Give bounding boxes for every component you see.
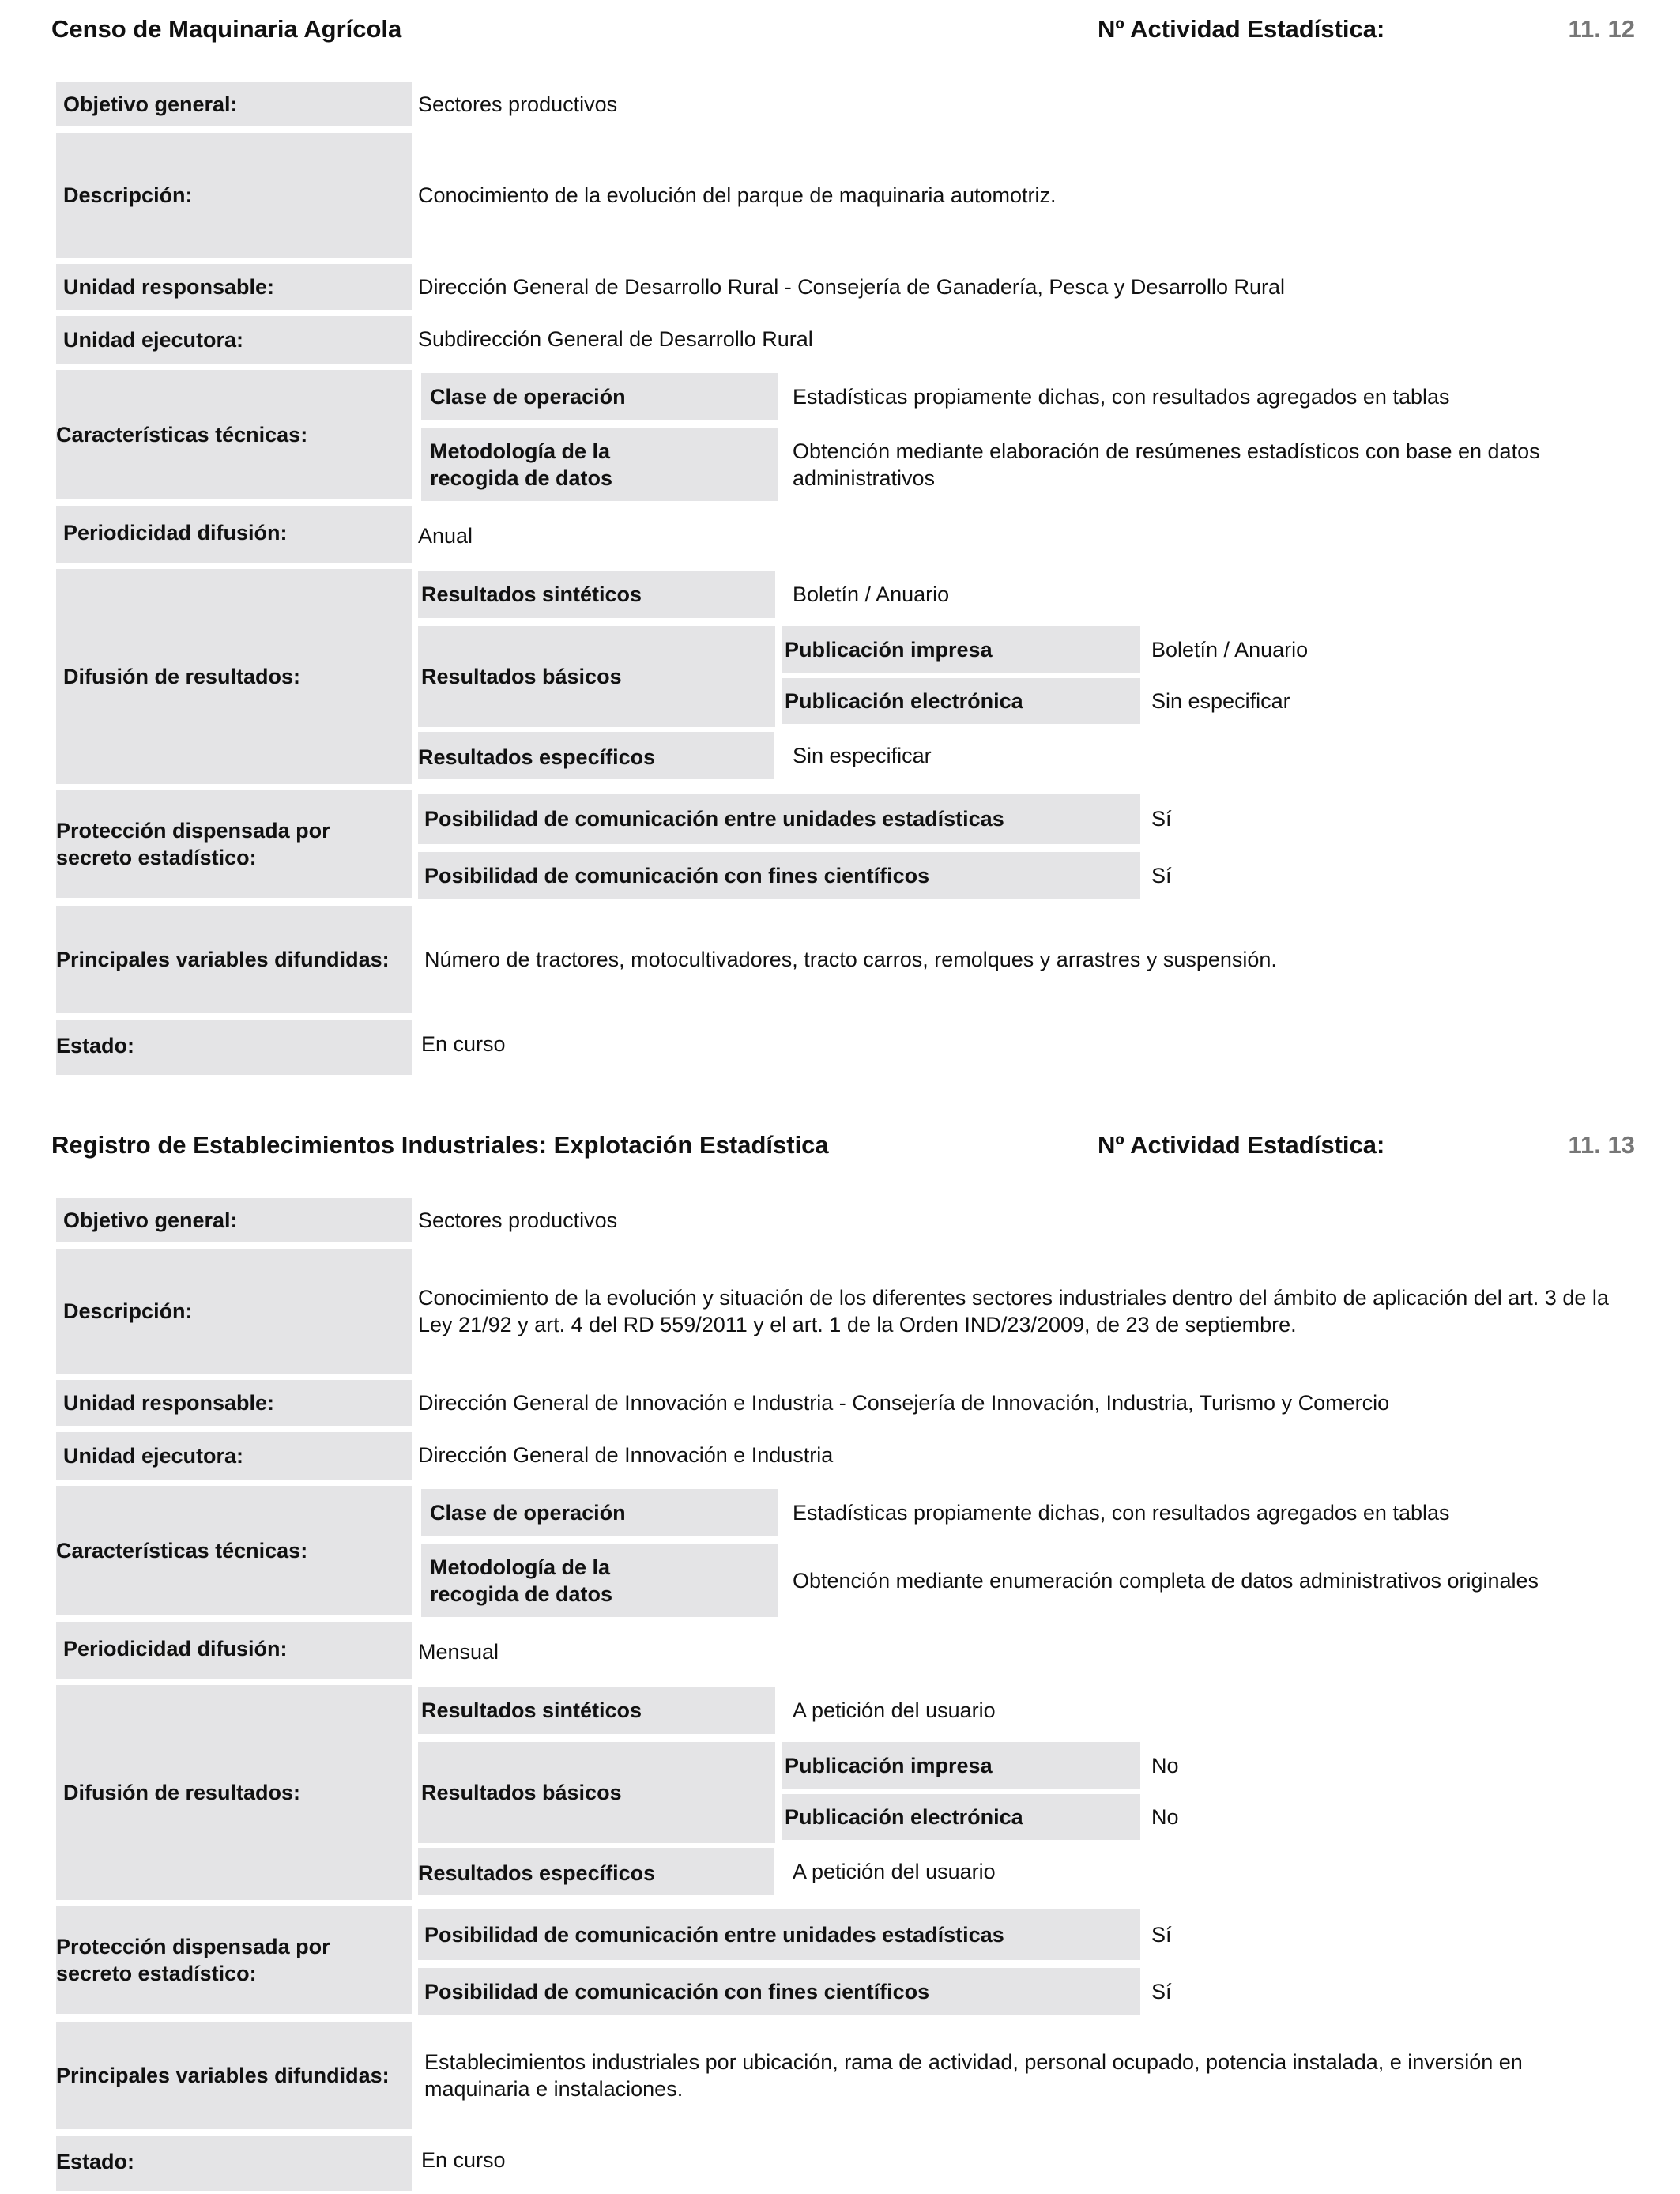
publicacion-impresa-value: Boletín / Anuario (1151, 638, 1309, 662)
objetivo-value: Sectores productivos (418, 1208, 618, 1232)
resultados-sinteticos-value: Boletín / Anuario (793, 582, 950, 606)
periodicidad-value: Anual (418, 524, 473, 548)
metodologia-label: Metodología de la recogida de datos (430, 439, 613, 490)
publicacion-electronica-label: Publicación electrónica (785, 1805, 1023, 1829)
estado-label: Estado: (56, 1034, 135, 1057)
objetivo-value: Sectores productivos (418, 92, 618, 116)
descripcion-label: Descripción: (63, 183, 193, 207)
activity-number: 11. 12 (1568, 15, 1635, 43)
unidad-ejecutora-value: Dirección General de Innovación e Industria (418, 1443, 834, 1467)
periodicidad-value: Mensual (418, 1640, 499, 1664)
publicacion-impresa-label: Publicación impresa (785, 638, 993, 662)
comunicacion-cientificos-value: Sí (1151, 864, 1172, 888)
clase-operacion-value: Estadísticas propiamente dichas, con resultados agregados en tablas (793, 385, 1450, 409)
resultados-especificos-value: Sin especificar (793, 744, 932, 767)
comunicacion-unidades-label: Posibilidad de comunicación entre unidades estadísticas (424, 1923, 1004, 1947)
unidad-responsable-label: Unidad responsable: (63, 1391, 275, 1415)
estado-label: Estado: (56, 2150, 135, 2173)
resultados-sinteticos-label: Resultados sintéticos (421, 1698, 642, 1722)
resultados-sinteticos-value: A petición del usuario (793, 1698, 996, 1722)
comunicacion-cientificos-value: Sí (1151, 1980, 1172, 2004)
clase-operacion-value: Estadísticas propiamente dichas, con resultados agregados en tablas (793, 1501, 1450, 1525)
descripcion-label: Descripción: (63, 1299, 193, 1323)
activity-number: 11. 13 (1568, 1131, 1635, 1159)
variables-value: Establecimientos industriales por ubicación, rama de actividad, personal ocupado, potencia instalada, e inversión en maquinaria e instalaciones. (424, 2050, 1523, 2101)
objetivo-label: Objetivo general: (63, 1208, 238, 1232)
resultados-basicos-label: Resultados básicos (421, 665, 622, 688)
periodicidad-label: Periodicidad difusión: (63, 521, 288, 545)
estado-value: En curso (421, 1032, 506, 1056)
resultados-especificos-value: A petición del usuario (793, 1860, 996, 1883)
difusion-label: Difusión de resultados: (63, 665, 301, 688)
resultados-especificos-label: Resultados específicos (418, 745, 656, 769)
record-title: Registro de Establecimientos Industriales: Explotación Estadística (51, 1131, 829, 1159)
proteccion-label: Protección dispensada por secreto estadístico: (56, 819, 330, 869)
objetivo-label: Objetivo general: (63, 92, 238, 116)
metodologia-label: Metodología de la recogida de datos (430, 1555, 613, 1606)
clase-operacion-label: Clase de operación (430, 1501, 626, 1525)
publicacion-electronica-value: Sin especificar (1151, 689, 1290, 713)
publicacion-impresa-value: No (1151, 1754, 1179, 1777)
comunicacion-unidades-label: Posibilidad de comunicación entre unidades estadísticas (424, 807, 1004, 831)
unidad-ejecutora-label: Unidad ejecutora: (63, 328, 244, 352)
resultados-especificos-label: Resultados específicos (418, 1861, 656, 1885)
difusion-label: Difusión de resultados: (63, 1781, 301, 1804)
comunicacion-cientificos-label: Posibilidad de comunicación con fines científicos (424, 864, 930, 888)
variables-label: Principales variables difundidas: (56, 948, 390, 971)
record-card (0, 0, 1680, 1091)
descripcion-value: Conocimiento de la evolución y situación de los diferentes sectores industriales dentro del ámbito de aplicación del art. 3 de la Ley 21/92 y art. 4 del RD 559/2011 y el art. 1 de la Orden IND/23/2009, de 23 de septiembre. (418, 1286, 1609, 1336)
metodologia-value: Obtención mediante elaboración de resúmenes estadísticos con base en datos administrativos (793, 439, 1540, 490)
unidad-responsable-value: Dirección General de Innovación e Industria - Consejería de Innovación, Industria, Turismo y Comercio (418, 1391, 1390, 1415)
caracteristicas-label: Características técnicas: (56, 1539, 308, 1563)
metodologia-value: Obtención mediante enumeración completa de datos administrativos originales (793, 1569, 1539, 1593)
estado-value: En curso (421, 2148, 506, 2172)
unidad-ejecutora-value: Subdirección General de Desarrollo Rural (418, 327, 813, 351)
proteccion-label: Protección dispensada por secreto estadístico: (56, 1935, 330, 1985)
publicacion-electronica-label: Publicación electrónica (785, 689, 1023, 713)
comunicacion-unidades-value: Sí (1151, 1923, 1172, 1947)
activity-number-label: Nº Actividad Estadística: (1098, 1131, 1385, 1159)
unidad-responsable-label: Unidad responsable: (63, 275, 275, 299)
resultados-sinteticos-label: Resultados sintéticos (421, 582, 642, 606)
publicacion-impresa-label: Publicación impresa (785, 1754, 993, 1777)
record-header (0, 1116, 1680, 1163)
record-header (0, 0, 1680, 47)
unidad-ejecutora-label: Unidad ejecutora: (63, 1444, 244, 1468)
clase-operacion-label: Clase de operación (430, 385, 626, 409)
caracteristicas-label: Características técnicas: (56, 423, 308, 447)
unidad-responsable-value: Dirección General de Desarrollo Rural - Consejería de Ganadería, Pesca y Desarrollo Rural (418, 275, 1285, 299)
comunicacion-cientificos-label: Posibilidad de comunicación con fines científicos (424, 1980, 930, 2004)
activity-number-label: Nº Actividad Estadística: (1098, 15, 1385, 43)
resultados-basicos-label: Resultados básicos (421, 1781, 622, 1804)
periodicidad-label: Periodicidad difusión: (63, 1637, 288, 1661)
publicacion-electronica-value: No (1151, 1805, 1179, 1829)
record-title: Censo de Maquinaria Agrícola (51, 15, 402, 43)
descripcion-value: Conocimiento de la evolución del parque de maquinaria automotriz. (418, 183, 1057, 207)
variables-label: Principales variables difundidas: (56, 2064, 390, 2087)
comunicacion-unidades-value: Sí (1151, 807, 1172, 831)
record-card (0, 1116, 1680, 2194)
variables-value: Número de tractores, motocultivadores, tracto carros, remolques y arrastres y suspensión. (424, 948, 1277, 971)
